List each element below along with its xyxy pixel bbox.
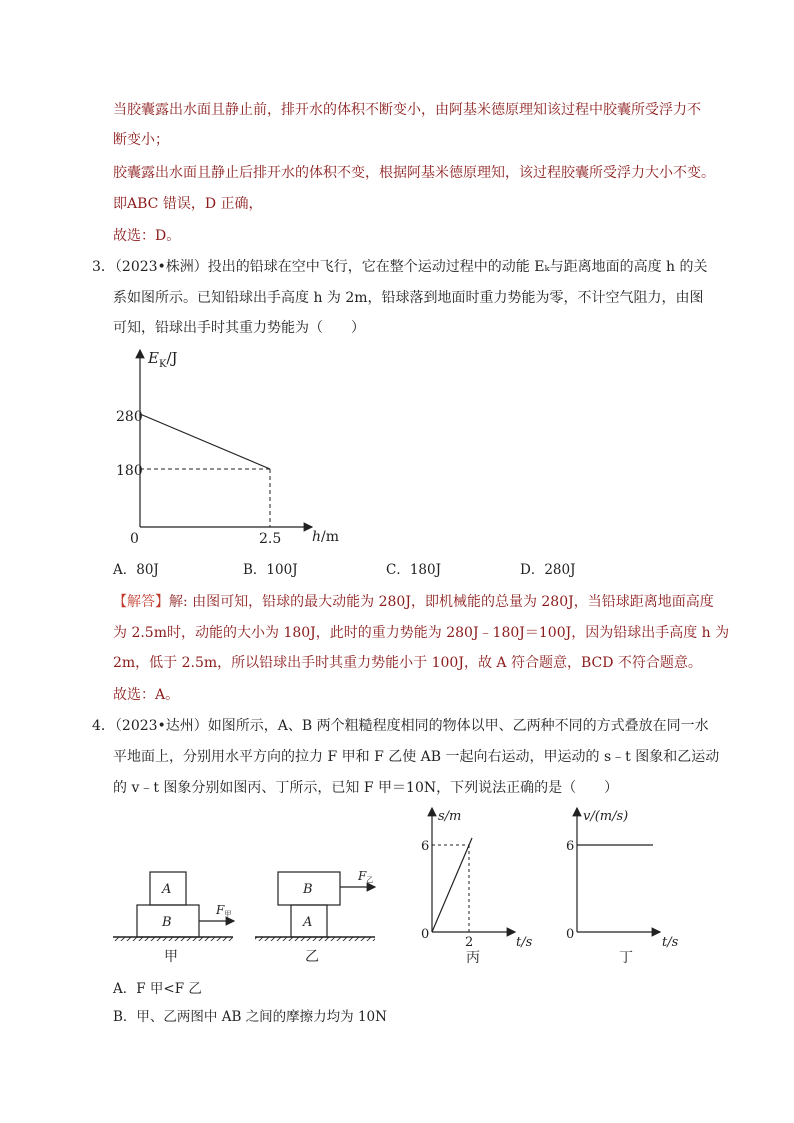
prev-solution-line-4: 即ABC 错误，D 正确， xyxy=(113,196,263,212)
q4-option-b[interactable]: B．甲、乙两图中 AB 之间的摩擦力均为 10N xyxy=(113,1009,387,1025)
q3-answer-line-3: 2m，低于 2.5m，所以铅球出手时其重力势能小于 100J，故 A 符合题意，BCD 不符合题意。 xyxy=(113,655,702,671)
q3-option-a[interactable]: A．80J xyxy=(113,562,159,578)
q3-answer-line-2: 为 2.5m时，动能的大小为 180J，此时的重力势能为 280J﹣180J＝100J，因为铅球出手高度 h 为 xyxy=(113,625,730,641)
q3-option-b[interactable]: B．100J xyxy=(243,562,298,578)
answer-tag: 【解答】 xyxy=(113,594,169,610)
fig-ding xyxy=(566,808,679,966)
q3-answer-choose: 故选：A。 xyxy=(113,687,180,703)
q3-x-tick-2-5: 2.5 xyxy=(259,531,282,547)
q3-y-tick-180: 180 xyxy=(116,463,143,479)
jia-label-a: A xyxy=(162,882,172,897)
bing-x-tick-2: 2 xyxy=(465,935,474,950)
bing-s-line xyxy=(432,838,472,932)
prev-solution-choose: 故选：D。 xyxy=(113,228,181,244)
bing-origin: 0 xyxy=(421,927,430,942)
q3-stem-line-1: 3．（2023•株洲）投出的铅球在空中飞行，它在整个运动过程中的动能 Eₖ与距离地面的高度 h 的关 xyxy=(92,259,708,275)
q4-stem-line-1: 4．（2023•达州）如图所示，A、B 两个粗糙程度相同的物体以甲、乙两种不同的方式叠放在同一水 xyxy=(92,718,709,734)
bing-xlabel: t/s xyxy=(516,935,533,950)
prev-solution-line-1: 当胶囊露出水面且静止前，排开水的体积不断变小，由阿基米德原理知该过程中胶囊所受浮力不 xyxy=(113,102,701,118)
q3-option-d[interactable]: D．280J xyxy=(520,562,576,578)
q4-stem-line-2: 平地面上，分别用水平方向的拉力 F 甲和 F 乙使 AB 一起向右运动，甲运动的 s﹣t 图象和乙运动 xyxy=(113,749,720,765)
q3-ylabel: $E_K/J$ xyxy=(148,349,178,370)
fig-yi xyxy=(255,869,375,965)
q3-y-tick-280: 280 xyxy=(116,409,143,425)
yi-caption: 乙 xyxy=(305,949,319,965)
q3-stem-line-2: 系如图所示。已知铅球出手高度 h 为 2m，铅球落到地面时重力势能为零，不计空气阻力，由图 xyxy=(113,290,704,306)
yi-label-a: A xyxy=(303,915,313,930)
prev-solution-line-3: 胶囊露出水面且静止后排开水的体积不变，根据阿基米德原理知，该过程胶囊所受浮力大小不变。 xyxy=(113,165,715,181)
ding-ylabel: v/(m/s) xyxy=(583,809,629,824)
q3-answer-text: 解: 由图可知，铅球的最大动能为 280J，即机械能的总量为 280J，当铅球距离地面高度 xyxy=(169,594,714,610)
ding-origin: 0 xyxy=(566,927,575,942)
jia-force-label: F甲 xyxy=(216,903,232,918)
ding-y-tick-6: 6 xyxy=(566,839,575,854)
q3-option-c[interactable]: C．180J xyxy=(386,562,442,578)
jia-caption: 甲 xyxy=(164,949,178,965)
q4-option-a[interactable]: A．F 甲<F 乙 xyxy=(113,981,202,997)
bing-caption: 丙 xyxy=(466,950,480,966)
q4-stem-line-3: 的 v﹣t 图象分别如图丙、丁所示，已知 F 甲＝10N，下列说法正确的是（ ） xyxy=(113,780,619,796)
fig-bing xyxy=(421,808,533,966)
yi-label-b: B xyxy=(303,882,313,897)
fig-jia xyxy=(113,872,234,965)
bing-ylabel: s/m xyxy=(438,809,462,824)
q3-stem-line-3: 可知，铅球出手时其重力势能为（ ） xyxy=(113,320,365,336)
ding-caption: 丁 xyxy=(619,950,633,966)
prev-solution-line-2: 断变小； xyxy=(113,132,169,148)
ding-xlabel: t/s xyxy=(662,935,679,950)
q3-origin: 0 xyxy=(130,531,139,547)
yi-force-label: F乙 xyxy=(358,869,374,884)
q3-xlabel: h/m xyxy=(312,529,340,545)
bing-y-tick-6: 6 xyxy=(421,839,430,854)
jia-label-b: B xyxy=(162,915,172,930)
